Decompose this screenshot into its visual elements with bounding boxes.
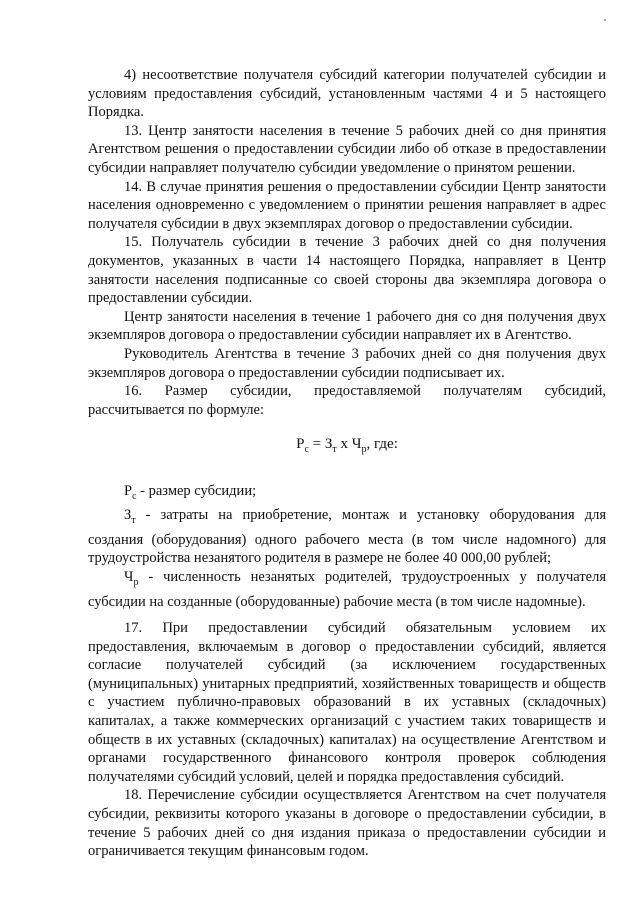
definition-ps bbox=[88, 482, 606, 506]
def-chr-text: - численность незанятых родителей, трудоустроенных у получателя субсидии на созданные (оборудованные) рабочие места (в том числе надомные). bbox=[88, 569, 606, 610]
formula-zt-sub: т bbox=[332, 444, 337, 456]
definition-zt bbox=[88, 506, 606, 568]
paragraph-15-center: Центр занятости населения в течение 1 рабочего дня со дня получения двух экземпляров договора о предоставлении субсидии направляет их в Агентство. bbox=[88, 308, 606, 344]
paragraph-15: 15. Получатель субсидии в течение 3 рабочих дней со дня получения документов, указанных в части 14 настоящего Порядка, направляет в Центр занятости населения подписанные со своей стороны два экземпляра договора о предоставлении субсидии. bbox=[88, 234, 606, 307]
def-chr-sub: р bbox=[133, 576, 139, 588]
scan-mark bbox=[604, 19, 606, 21]
formula-eq: = bbox=[308, 436, 325, 453]
formula-tail: , где: bbox=[366, 436, 398, 453]
paragraph-18: 18. Перечисление субсидии осуществляется Агентством на счет получателя субсидии, реквизиты которого указаны в договоре о предоставлении субсидии, в течение 5 рабочих дней со дня издания приказа о предоставлении субсидии и ограничивается текущим финансовым годом. bbox=[88, 787, 606, 860]
paragraph-17: 17. При предоставлении субсидий обязательным условием их предоставления, включаемым в договор о предоставлении субсидий, является согласие получателей субсидий (за исключением государственных (муниципальных) унитарных предприятий, хозяйственных товариществ и обществ с участием публично-правовых образований в их уставных (складочных) капиталах, а также коммерческих организаций с участием таких товариществ и обществ в их уставных (складочных) капиталах) на осуществление Агентством и органами государственного финансового контроля проверок соблюдения получателями субсидий условий, целей и порядка предоставления субсидий. bbox=[88, 620, 606, 785]
paragraph-16: 16. Размер субсидии, предоставляемой получателям субсидий, рассчитывается по формуле: bbox=[88, 383, 606, 418]
document-page bbox=[88, 66, 606, 861]
paragraph-13: 13. Центр занятости населения в течение 5 рабочих дней со дня принятия Агентством решения о предоставлении субсидии либо об отказе в предоставлении субсидии направляет получателю субсидии уведомление о принятом решении. bbox=[88, 122, 606, 176]
formula-ps: Р bbox=[296, 436, 305, 453]
formula-chr-sub: р bbox=[361, 444, 367, 456]
paragraph-14: 14. В случае принятия решения о предоставлении субсидии Центр занятости населения одновременно с уведомлением о принятии решения направляет в адрес получателя субсидии в двух экземплярах договор о предоставлении субсидии. bbox=[88, 178, 606, 232]
formula-zt: З bbox=[324, 436, 333, 453]
paragraph-15-head: Руководитель Агентства в течение 3 рабочих дней со дня получения двух экземпляров договора о предоставлении субсидии подписывает их. bbox=[88, 345, 606, 381]
def-zt-text: - затраты на приобретение, монтаж и установку оборудования для создания (оборудования) одного рабочего места (в том числе надомного) для трудоустройства незанятого родителя в размере не более 40 000,00 рублей; bbox=[88, 507, 606, 567]
formula-ps-sub: с bbox=[304, 444, 309, 456]
def-ps-symbol: Р bbox=[124, 482, 133, 499]
def-ps-sub: с bbox=[132, 490, 137, 502]
paragraph-item-4: 4) несоответствие получателя субсидий категории получателей субсидии и условиям предоставления субсидий, установленным частями 4 и 5 настоящего Порядка. bbox=[88, 67, 606, 121]
def-zt-symbol: З bbox=[124, 507, 132, 524]
def-zt-sub: т bbox=[131, 515, 136, 527]
subsidy-formula bbox=[88, 435, 606, 460]
spacer bbox=[88, 611, 606, 619]
def-ps-text: - размер субсидии; bbox=[136, 482, 257, 499]
formula-times: х bbox=[336, 436, 352, 453]
definition-chr bbox=[88, 568, 606, 611]
def-chr-symbol: Ч bbox=[124, 569, 134, 586]
formula-chr: Ч bbox=[351, 436, 362, 453]
